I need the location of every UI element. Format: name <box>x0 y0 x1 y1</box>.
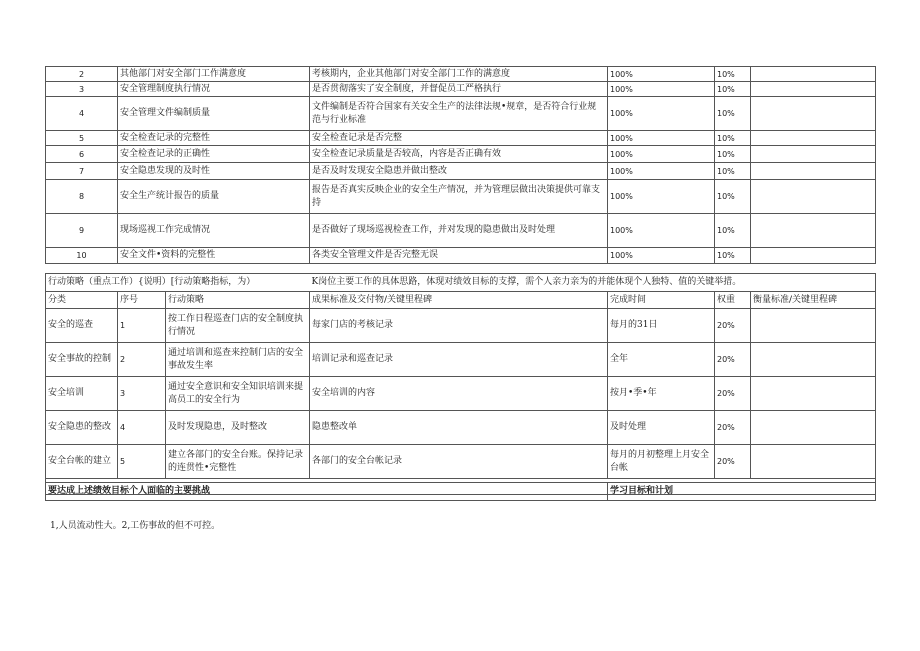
kpi-weight: 10% <box>715 146 751 163</box>
action-strategy: 通过安全意识和安全知识培训来提高员工的安全行为 <box>166 377 310 411</box>
kpi-note <box>751 214 876 248</box>
strategy-note-row <box>45 273 876 292</box>
action-category: 安全事故的控制 <box>46 343 118 377</box>
action-seq: 1 <box>118 309 166 343</box>
kpi-row <box>46 163 876 180</box>
action-weight: 20% <box>715 309 751 343</box>
kpi-item: 安全管理制度执行情况 <box>118 82 310 97</box>
action-time: 按月•季•年 <box>608 377 715 411</box>
header-category: 分类 <box>46 292 118 309</box>
kpi-no: 2 <box>46 67 118 82</box>
kpi-note <box>751 248 876 264</box>
kpi-item: 其他部门对安全部门工作满意度 <box>118 67 310 82</box>
kpi-row <box>46 248 876 264</box>
kpi-standard: 是否贯彻落实了安全制度，并督促员工严格执行 <box>310 82 608 97</box>
kpi-target: 100% <box>608 131 715 146</box>
kpi-target: 100% <box>608 146 715 163</box>
kpi-item: 安全文件•资料的完整性 <box>118 248 310 264</box>
kpi-item: 安全生产统计报告的质量 <box>118 180 310 214</box>
kpi-target: 100% <box>608 248 715 264</box>
kpi-standard: 安全检查记录是否完整 <box>310 131 608 146</box>
kpi-weight: 10% <box>715 214 751 248</box>
action-weight: 20% <box>715 445 751 479</box>
kpi-note <box>751 131 876 146</box>
kpi-no: 6 <box>46 146 118 163</box>
kpi-standard: 安全检查记录质量是否较高，内容是否正确有效 <box>310 146 608 163</box>
action-time: 全年 <box>608 343 715 377</box>
challenges-label: 要达成上述绩效目标个人面临的主要挑战 <box>46 483 608 501</box>
kpi-standard: 各类安全管理文件是否完整无误 <box>310 248 608 264</box>
action-seq: 2 <box>118 343 166 377</box>
action-weight: 20% <box>715 377 751 411</box>
kpi-no: 10 <box>46 248 118 264</box>
kpi-row <box>46 82 876 97</box>
kpi-no: 3 <box>46 82 118 97</box>
header-deliverable: 成果标准及交付物/关键里程碑 <box>310 292 608 309</box>
action-row <box>46 309 876 343</box>
kpi-weight: 10% <box>715 131 751 146</box>
kpi-note <box>751 67 876 82</box>
action-weight: 20% <box>715 411 751 445</box>
header-milestone: 衡量标准/关键里程碑 <box>751 292 876 309</box>
kpi-weight: 10% <box>715 163 751 180</box>
kpi-row <box>46 131 876 146</box>
action-milestone <box>751 343 876 377</box>
action-deliverable: 培训记录和巡查记录 <box>310 343 608 377</box>
kpi-weight: 10% <box>715 180 751 214</box>
kpi-row <box>46 67 876 82</box>
action-strategy: 通过培训和巡查来控制门店的安全事故发生率 <box>166 343 310 377</box>
kpi-standard: 是否及时发现安全隐患并做出整改 <box>310 163 608 180</box>
kpi-target: 100% <box>608 214 715 248</box>
kpi-item: 安全检查记录的完整性 <box>118 131 310 146</box>
action-weight: 20% <box>715 343 751 377</box>
kpi-standard: 报告是否真实反映企业的安全生产情况，并为管理层做出决策提供可靠支持 <box>310 180 608 214</box>
action-deliverable: 安全培训的内容 <box>310 377 608 411</box>
kpi-note <box>751 82 876 97</box>
strategy-note-right: K岗位主要工作的具体思路，体现对绩效目标的支撑，需个人亲力亲为的并能体现个人独特、值的关键举措。 <box>310 274 876 292</box>
kpi-no: 7 <box>46 163 118 180</box>
header-weight: 权重 <box>715 292 751 309</box>
kpi-weight: 10% <box>715 248 751 264</box>
header-action: 行动策略 <box>166 292 310 309</box>
kpi-weight: 10% <box>715 82 751 97</box>
kpi-no: 4 <box>46 97 118 131</box>
kpi-row <box>46 146 876 163</box>
action-seq: 3 <box>118 377 166 411</box>
kpi-standard: 考核期内，企业其他部门对安全部门工作的满意度 <box>310 67 608 82</box>
action-time: 每月的31日 <box>608 309 715 343</box>
challenge-table <box>45 482 876 501</box>
strategy-note-left: 行动策略（重点工作）{说明）[行动策略指标，为） <box>46 274 310 292</box>
action-time: 每月的月初整理上月安全台帐 <box>608 445 715 479</box>
action-row <box>46 343 876 377</box>
action-strategy: 建立各部门的安全台账。保持记录的连贯性•完整性 <box>166 445 310 479</box>
learning-label: 学习目标和计划 <box>608 483 876 501</box>
kpi-target: 100% <box>608 180 715 214</box>
kpi-target: 100% <box>608 82 715 97</box>
action-milestone <box>751 377 876 411</box>
action-deliverable: 各部门的安全台帐记录 <box>310 445 608 479</box>
kpi-no: 5 <box>46 131 118 146</box>
action-seq: 5 <box>118 445 166 479</box>
action-deliverable: 每家门店的考核记录 <box>310 309 608 343</box>
kpi-item: 安全隐患发现的及时性 <box>118 163 310 180</box>
action-row <box>46 445 876 479</box>
action-row <box>46 377 876 411</box>
action-seq: 4 <box>118 411 166 445</box>
action-table <box>45 291 876 495</box>
kpi-row <box>46 97 876 131</box>
kpi-row <box>46 214 876 248</box>
kpi-weight: 10% <box>715 97 751 131</box>
kpi-note <box>751 180 876 214</box>
kpi-item: 安全管理文件编制质量 <box>118 97 310 131</box>
action-category: 安全台帐的建立 <box>46 445 118 479</box>
kpi-standard: 文件编制是否符合国家有关安全生产的法律法规•规章，是否符合行业规范与行业标准 <box>310 97 608 131</box>
action-row <box>46 411 876 445</box>
kpi-note <box>751 97 876 131</box>
kpi-no: 8 <box>46 180 118 214</box>
header-seq: 序号 <box>118 292 166 309</box>
kpi-item: 现场巡视工作完成情况 <box>118 214 310 248</box>
kpi-target: 100% <box>608 97 715 131</box>
kpi-no: 9 <box>46 214 118 248</box>
kpi-target: 100% <box>608 67 715 82</box>
header-time: 完成时间 <box>608 292 715 309</box>
action-category: 安全的巡查 <box>46 309 118 343</box>
action-strategy: 按工作日程巡查门店的安全制度执行情况 <box>166 309 310 343</box>
action-time: 及时处理 <box>608 411 715 445</box>
action-category: 安全隐患的整改 <box>46 411 118 445</box>
action-milestone <box>751 445 876 479</box>
kpi-table <box>45 66 876 264</box>
action-strategy: 及时发现隐患，及时整改 <box>166 411 310 445</box>
action-milestone <box>751 411 876 445</box>
kpi-weight: 10% <box>715 67 751 82</box>
action-category: 安全培训 <box>46 377 118 411</box>
action-milestone <box>751 309 876 343</box>
challenges-text: 1,人员流动性大。2,工伤事故的但不可控。 <box>50 521 221 531</box>
kpi-standard: 是否做好了现场巡视检查工作，并对发现的隐患做出及时处理 <box>310 214 608 248</box>
kpi-target: 100% <box>608 163 715 180</box>
kpi-item: 安全检查记录的正确性 <box>118 146 310 163</box>
action-deliverable: 隐患整改单 <box>310 411 608 445</box>
kpi-note <box>751 146 876 163</box>
kpi-row <box>46 180 876 214</box>
kpi-note <box>751 163 876 180</box>
